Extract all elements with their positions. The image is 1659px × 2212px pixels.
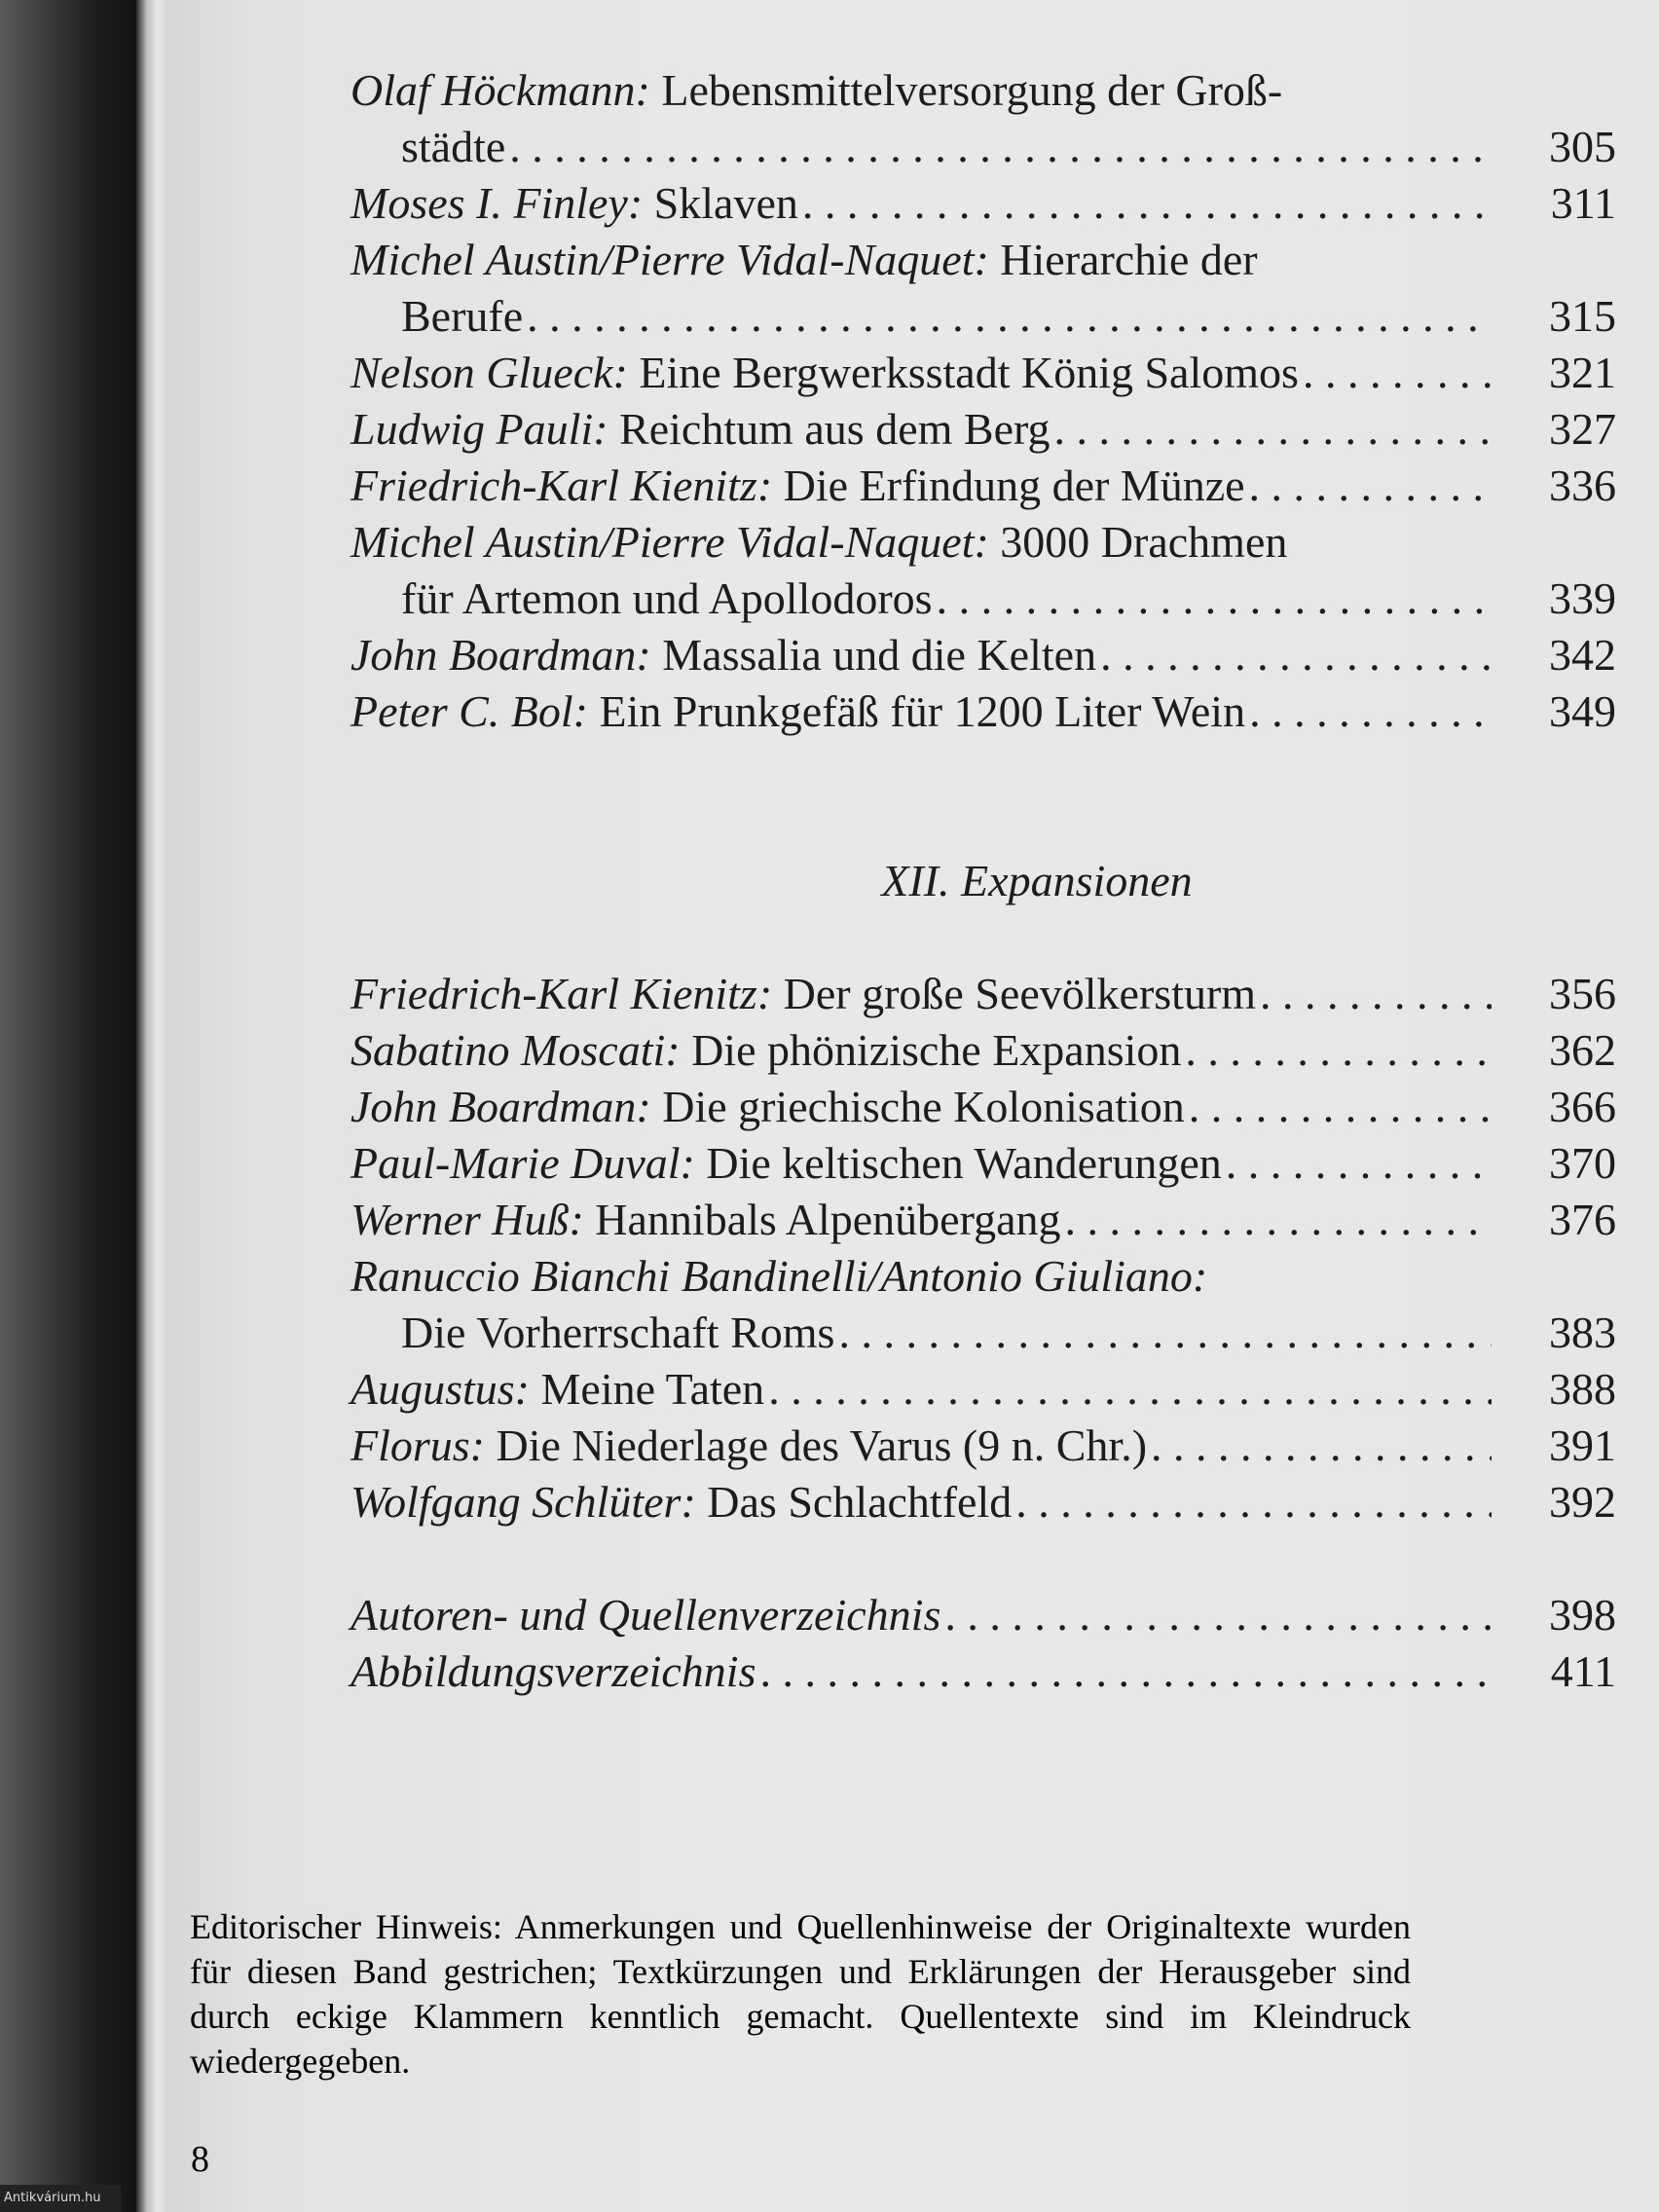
- toc-entry: [350, 1418, 1616, 1474]
- toc-line: [350, 458, 1616, 514]
- toc-page-number: 315: [1549, 291, 1616, 341]
- toc-author: Ludwig Pauli:: [350, 404, 608, 454]
- toc-page-number: 356: [1549, 969, 1616, 1018]
- toc-line: [350, 1022, 1616, 1079]
- toc-author: Nelson Glueck:: [350, 348, 628, 397]
- toc-group-1: [350, 62, 1616, 740]
- toc-author: John Boardman:: [350, 1082, 651, 1131]
- toc-entry: [350, 1587, 1616, 1643]
- leader-dots: [1151, 1418, 1492, 1474]
- leader-dots: [1100, 627, 1492, 683]
- toc-title: Die Niederlage des Varus (9 n. Chr.): [496, 1420, 1148, 1470]
- leader-dots: [527, 288, 1492, 345]
- toc-entry: [350, 175, 1616, 232]
- toc-title: Die keltischen Wanderungen: [706, 1138, 1222, 1188]
- toc-entry: [350, 683, 1616, 740]
- toc-author: Paul-Marie Duval:: [350, 1138, 695, 1188]
- leader-dots: [1303, 345, 1492, 401]
- toc-line: [350, 1587, 1616, 1643]
- toc-page-number: 398: [1549, 1590, 1616, 1640]
- toc-title: Der große Seevölkersturm: [783, 969, 1257, 1018]
- toc-title: städte: [401, 122, 506, 171]
- leader-dots: [509, 119, 1492, 175]
- toc-line: [350, 1305, 1616, 1361]
- toc-entry: [350, 1248, 1616, 1361]
- toc-title: Massalia und die Kelten: [662, 630, 1097, 680]
- toc-line: [350, 1418, 1616, 1474]
- leader-dots: [944, 1587, 1492, 1643]
- toc-page-number: 342: [1549, 630, 1616, 680]
- table-of-contents: [350, 62, 1616, 1700]
- toc-entry: [350, 1361, 1616, 1418]
- toc-group-3: [350, 1587, 1616, 1700]
- toc-entry: [350, 1135, 1616, 1192]
- toc-title: für Artemon und Apollodoros: [401, 573, 933, 623]
- toc-title: Hannibals Alpenübergang: [595, 1195, 1061, 1244]
- leader-dots: [1015, 1474, 1492, 1530]
- toc-group-2: [350, 966, 1616, 1530]
- toc-author: Michel Austin/Pierre Vidal-Naquet:: [350, 235, 989, 284]
- toc-title: Reichtum aus dem Berg: [619, 404, 1051, 454]
- toc-author: Autoren- und Quellenverzeichnis: [350, 1590, 941, 1640]
- toc-page-number: 339: [1549, 573, 1616, 623]
- toc-page-number: 305: [1549, 122, 1616, 171]
- toc-author: Friedrich-Karl Kienitz:: [350, 461, 773, 510]
- toc-page-number: 327: [1549, 404, 1616, 454]
- toc-line: [350, 966, 1616, 1022]
- toc-title: Sklaven: [653, 178, 798, 228]
- toc-line: [350, 571, 1616, 627]
- toc-line: [350, 1474, 1616, 1530]
- toc-title: Ein Prunkgefäß für 1200 Liter Wein: [599, 686, 1246, 736]
- toc-title: Hierarchie der: [1000, 235, 1258, 284]
- leader-dots: [1226, 1135, 1492, 1192]
- toc-line: [350, 119, 1616, 175]
- page-number: 8: [191, 2139, 209, 2180]
- toc-entry: [350, 1474, 1616, 1530]
- leader-dots: [1249, 458, 1492, 514]
- toc-title: Die griechische Kolonisation: [662, 1082, 1185, 1131]
- toc-line: [350, 1643, 1616, 1700]
- toc-author: Werner Huß:: [350, 1195, 584, 1244]
- toc-line: [350, 288, 1616, 345]
- toc-page-number: 411: [1550, 1646, 1616, 1696]
- toc-author: Ranuccio Bianchi Bandinelli/Antonio Giuliano:: [350, 1251, 1208, 1301]
- toc-line: [350, 175, 1616, 232]
- toc-title: 3000 Drachmen: [1000, 517, 1288, 567]
- toc-entry: [350, 458, 1616, 514]
- toc-title: Die Erfindung der Münze: [783, 461, 1245, 510]
- editorial-note: Editorischer Hinweis: Anmerkungen und Quellenhinweise der Originaltexte wurden für diesen Band gestrichen; Textkürzungen und Erklärungen der Herausgeber sind durch eckige Klammern kenntlich gemacht. Quellentexte sind im Kleindruck wiedergegeben.: [190, 1907, 1411, 2081]
- toc-title: Das Schlachtfeld: [707, 1477, 1013, 1527]
- toc-entry: [350, 345, 1616, 401]
- leader-dots: [760, 1643, 1493, 1700]
- toc-page-number: 349: [1549, 686, 1616, 736]
- toc-author: Peter C. Bol:: [350, 686, 588, 736]
- toc-page-number: 321: [1549, 348, 1616, 397]
- toc-author: Abbildungsverzeichnis: [350, 1646, 756, 1696]
- toc-entry: [350, 966, 1616, 1022]
- toc-line: [350, 1248, 1616, 1305]
- toc-author: Sabatino Moscati:: [350, 1025, 681, 1075]
- toc-line: [350, 1135, 1616, 1192]
- toc-entry: [350, 62, 1616, 175]
- toc-page-number: 336: [1549, 461, 1616, 510]
- toc-entry: [350, 232, 1616, 345]
- toc-entry: [350, 1643, 1616, 1700]
- toc-author: John Boardman:: [350, 630, 651, 680]
- toc-line: [350, 627, 1616, 683]
- leader-dots: [802, 175, 1492, 232]
- toc-entry: [350, 514, 1616, 627]
- toc-entry: [350, 401, 1616, 458]
- toc-author: Olaf Höckmann:: [350, 65, 650, 115]
- toc-page-number: 376: [1549, 1195, 1616, 1244]
- toc-line: [350, 1361, 1616, 1418]
- toc-page-number: 370: [1549, 1138, 1616, 1188]
- toc-author: Florus:: [350, 1420, 485, 1470]
- toc-entry: [350, 627, 1616, 683]
- toc-author: Friedrich-Karl Kienitz:: [350, 969, 773, 1018]
- leader-dots: [1065, 1192, 1493, 1248]
- toc-author: Wolfgang Schlüter:: [350, 1477, 696, 1527]
- toc-line: [350, 62, 1616, 119]
- toc-title: Die phönizische Expansion: [691, 1025, 1182, 1075]
- toc-line: [350, 401, 1616, 458]
- section-heading: XII. Expansionen: [881, 856, 1193, 905]
- watermark: Antikvárium.hu: [0, 2185, 121, 2212]
- toc-entry: [350, 1079, 1616, 1135]
- toc-entry: [350, 1192, 1616, 1248]
- book-page: [166, 0, 1659, 2212]
- toc-title: Lebensmittelversorgung der Groß-: [661, 65, 1283, 115]
- toc-gap: [350, 1530, 1616, 1587]
- toc-page-number: 311: [1550, 178, 1616, 228]
- toc-author: Augustus:: [350, 1364, 530, 1414]
- leader-dots: [768, 1361, 1492, 1418]
- leader-dots: [937, 571, 1492, 627]
- toc-page-number: 383: [1549, 1308, 1616, 1357]
- toc-author: Moses I. Finley:: [350, 178, 644, 228]
- toc-line: [350, 232, 1616, 288]
- toc-line: [350, 1192, 1616, 1248]
- toc-title: Berufe: [401, 291, 524, 341]
- toc-line: [350, 1079, 1616, 1135]
- leader-dots: [838, 1305, 1492, 1361]
- toc-page-number: 392: [1549, 1477, 1616, 1527]
- leader-dots: [1054, 401, 1493, 458]
- toc-entry: [350, 1022, 1616, 1079]
- toc-page-number: 362: [1549, 1025, 1616, 1075]
- leader-dots: [1189, 1079, 1492, 1135]
- toc-line: [350, 514, 1616, 571]
- leader-dots: [1249, 683, 1492, 740]
- leader-dots: [1185, 1022, 1492, 1079]
- toc-page-number: 388: [1549, 1364, 1616, 1414]
- leader-dots: [1260, 966, 1492, 1022]
- toc-title: Meine Taten: [540, 1364, 765, 1414]
- toc-line: [350, 345, 1616, 401]
- toc-title: Eine Bergwerksstadt König Salomos: [639, 348, 1299, 397]
- toc-page-number: 391: [1549, 1420, 1616, 1470]
- toc-page-number: 366: [1549, 1082, 1616, 1131]
- toc-title: Die Vorherrschaft Roms: [401, 1308, 835, 1357]
- toc-author: Michel Austin/Pierre Vidal-Naquet:: [350, 517, 989, 567]
- toc-line: [350, 683, 1616, 740]
